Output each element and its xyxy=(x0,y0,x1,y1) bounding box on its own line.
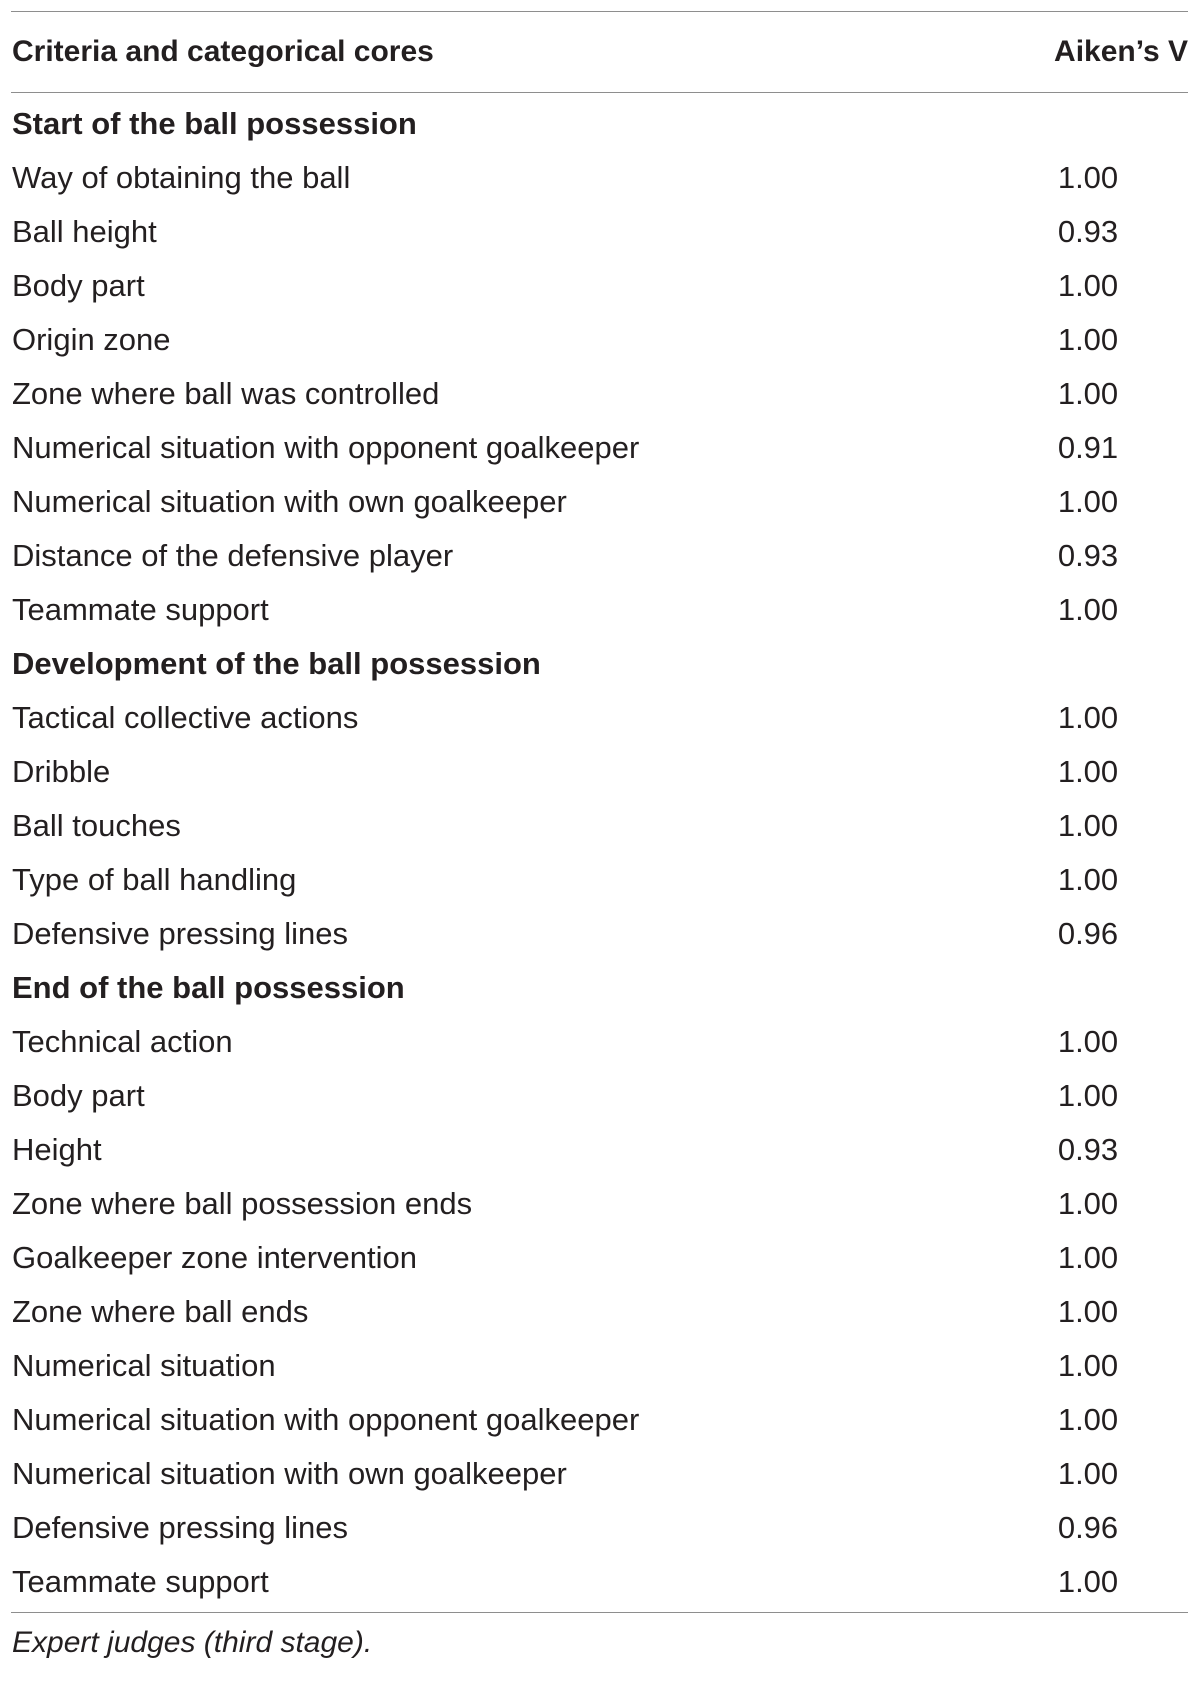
aikens-v-value: 1.00 xyxy=(1057,268,1119,303)
table-row xyxy=(11,1123,1188,1177)
criterion-label: Defensive pressing lines xyxy=(12,916,349,951)
criterion-label: Tactical collective actions xyxy=(12,700,359,735)
criterion-label: Way of obtaining the ball xyxy=(12,160,351,195)
section-heading: Development of the ball possession xyxy=(12,646,541,681)
criterion-label: Numerical situation xyxy=(12,1348,276,1383)
aikens-v-value: 1.00 xyxy=(1057,1186,1119,1221)
criterion-label: Numerical situation with own goalkeeper xyxy=(12,1456,567,1491)
criterion-label: Body part xyxy=(12,268,145,303)
table-row xyxy=(11,421,1188,475)
criterion-label: Zone where ball was controlled xyxy=(12,376,440,411)
header-aikens-v: Aiken’s V xyxy=(1054,35,1188,68)
aikens-v-value: 0.96 xyxy=(1057,1510,1119,1545)
table-row xyxy=(11,1285,1188,1339)
criterion-label: Numerical situation with opponent goalkeeper xyxy=(12,430,640,465)
criterion-label: Numerical situation with opponent goalkeeper xyxy=(12,1402,640,1437)
aikens-v-value: 1.00 xyxy=(1057,1078,1119,1113)
aiken-v-table xyxy=(11,0,1188,1673)
section-heading-row xyxy=(11,961,1188,1015)
criterion-label: Origin zone xyxy=(12,322,171,357)
aikens-v-value: 1.00 xyxy=(1057,1240,1119,1275)
criterion-label: Body part xyxy=(12,1078,145,1113)
criterion-label: Teammate support xyxy=(12,1564,269,1599)
table-row xyxy=(11,205,1188,259)
aikens-v-value: 1.00 xyxy=(1057,1402,1119,1437)
aikens-v-value: 1.00 xyxy=(1057,862,1119,897)
table-body xyxy=(11,93,1188,1612)
table-row xyxy=(11,1069,1188,1123)
aikens-v-value: 1.00 xyxy=(1057,1024,1119,1059)
aikens-v-value: 0.96 xyxy=(1057,916,1119,951)
section-heading: End of the ball possession xyxy=(12,970,405,1005)
table-footnote: Expert judges (third stage). xyxy=(12,1626,373,1659)
table-row xyxy=(11,313,1188,367)
table-row xyxy=(11,691,1188,745)
criterion-label: Numerical situation with own goalkeeper xyxy=(12,484,567,519)
aikens-v-value: 1.00 xyxy=(1057,484,1119,519)
aikens-v-value: 1.00 xyxy=(1057,700,1119,735)
aikens-v-value: 0.93 xyxy=(1057,1132,1119,1167)
table-row xyxy=(11,907,1188,961)
aikens-v-value: 1.00 xyxy=(1057,808,1119,843)
table-row xyxy=(11,1501,1188,1555)
table-row xyxy=(11,799,1188,853)
criterion-label: Teammate support xyxy=(12,592,269,627)
criterion-label: Technical action xyxy=(12,1024,233,1059)
table-row xyxy=(11,1393,1188,1447)
criterion-label: Height xyxy=(12,1132,102,1167)
criterion-label: Ball touches xyxy=(12,808,181,843)
criterion-label: Zone where ball possession ends xyxy=(12,1186,473,1221)
header-criteria: Criteria and categorical cores xyxy=(12,35,434,68)
aikens-v-value: 0.93 xyxy=(1057,214,1119,249)
table-row xyxy=(11,1015,1188,1069)
table-row xyxy=(11,1447,1188,1501)
criterion-label: Zone where ball ends xyxy=(12,1294,309,1329)
table-row xyxy=(11,367,1188,421)
table-row xyxy=(11,583,1188,637)
aikens-v-value: 1.00 xyxy=(1057,592,1119,627)
aikens-v-value: 1.00 xyxy=(1057,1348,1119,1383)
table-row xyxy=(11,1555,1188,1609)
aikens-v-value: 1.00 xyxy=(1057,1294,1119,1329)
table-row xyxy=(11,529,1188,583)
criterion-label: Goalkeeper zone intervention xyxy=(12,1240,417,1275)
aikens-v-value: 1.00 xyxy=(1057,754,1119,789)
table-row xyxy=(11,1339,1188,1393)
aikens-v-value: 0.91 xyxy=(1057,430,1119,465)
section-heading-row xyxy=(11,637,1188,691)
table-row xyxy=(11,1231,1188,1285)
aikens-v-value: 0.93 xyxy=(1057,538,1119,573)
criterion-label: Dribble xyxy=(12,754,111,789)
criterion-label: Ball height xyxy=(12,214,157,249)
criterion-label: Distance of the defensive player xyxy=(12,538,454,573)
criterion-label: Type of ball handling xyxy=(12,862,297,897)
table-row xyxy=(11,853,1188,907)
aikens-v-value: 1.00 xyxy=(1057,376,1119,411)
section-heading-row xyxy=(11,97,1188,151)
aikens-v-value: 1.00 xyxy=(1057,1456,1119,1491)
table-row xyxy=(11,259,1188,313)
table-row xyxy=(11,1177,1188,1231)
section-heading: Start of the ball possession xyxy=(12,106,417,141)
table-row xyxy=(11,745,1188,799)
table-row xyxy=(11,475,1188,529)
aikens-v-value: 1.00 xyxy=(1057,1564,1119,1599)
aikens-v-value: 1.00 xyxy=(1057,160,1119,195)
table-header-row xyxy=(11,12,1188,92)
table-row xyxy=(11,151,1188,205)
aikens-v-value: 1.00 xyxy=(1057,322,1119,357)
criterion-label: Defensive pressing lines xyxy=(12,1510,349,1545)
